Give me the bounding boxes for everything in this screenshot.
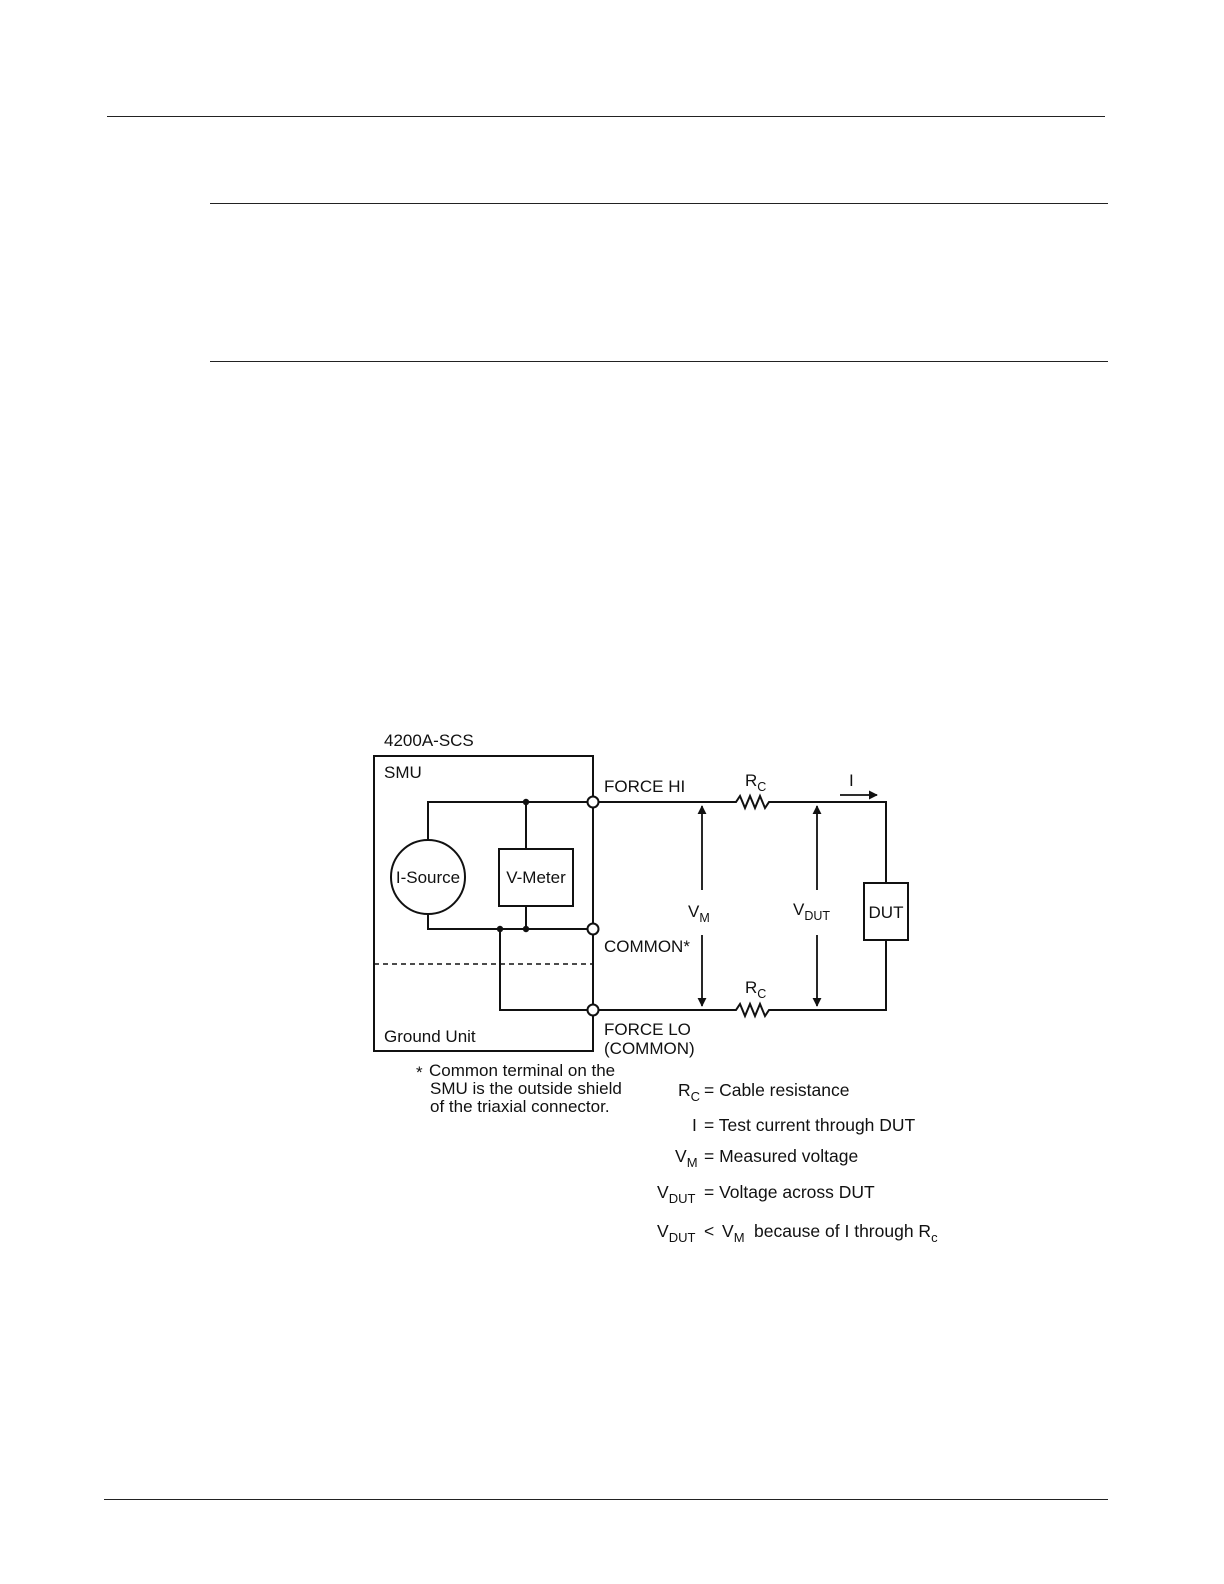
legend-vdut-definition: = Voltage across DUT [704, 1182, 875, 1202]
footnote-line-3: of the triaxial connector. [430, 1097, 610, 1116]
legend-rc-definition: = Cable resistance [704, 1080, 850, 1100]
junction-dot [497, 926, 503, 932]
ground-unit-label: Ground Unit [384, 1027, 476, 1046]
junction-dot [523, 799, 529, 805]
legend-i-symbol: I [692, 1115, 697, 1135]
internal-top-wire [428, 802, 587, 840]
instrument-label: 4200A-SCS [384, 731, 474, 750]
force-lo-label: FORCE LO [604, 1020, 691, 1039]
internal-common-wire [428, 914, 587, 929]
vdut-label: $V_{DUT}$ [793, 900, 831, 923]
legend-less-than: < [704, 1221, 715, 1241]
vm-label: $V_M$ [688, 902, 710, 925]
legend-vm-symbol-2: $V_M$ [722, 1221, 745, 1245]
dut-label: DUT [868, 903, 904, 922]
footnote-line-2: SMU is the outside shield [430, 1079, 622, 1098]
instrument-box [374, 756, 593, 1051]
common-terminal [588, 924, 599, 935]
force-hi-label: FORCE HI [604, 777, 686, 796]
legend-vm-definition: = Measured voltage [704, 1146, 859, 1166]
legend-i-definition: = Test current through DUT [704, 1115, 916, 1135]
footnote-asterisk: * [416, 1063, 423, 1082]
v-meter-label: V-Meter [506, 868, 566, 887]
legend-rc-symbol: $R_C$ [678, 1080, 701, 1104]
junction-dot [523, 926, 529, 932]
rc-bottom-label: $R_C$ [745, 978, 767, 1001]
legend-because-text: because of I through $R_c$ [754, 1221, 938, 1245]
legend-vdut-symbol-2: $V_{DUT}$ [657, 1221, 696, 1245]
force-hi-terminal [588, 797, 599, 808]
rc-top-label: $R_C$ [745, 771, 767, 794]
current-label: I [849, 771, 854, 790]
i-source-label: I-Source [395, 868, 461, 887]
legend-vm-symbol: $V_M$ [675, 1146, 698, 1170]
force-lo-terminal [588, 1005, 599, 1016]
legend-vdut-symbol: $V_{DUT}$ [657, 1182, 696, 1206]
footnote-line-1: Common terminal on the [429, 1061, 616, 1080]
force-lo-common-label: (COMMON) [604, 1039, 695, 1058]
smu-label: SMU [384, 763, 422, 782]
top-cable [599, 796, 887, 883]
common-label: COMMON* [604, 937, 690, 956]
ground-link-wire [500, 929, 587, 1010]
